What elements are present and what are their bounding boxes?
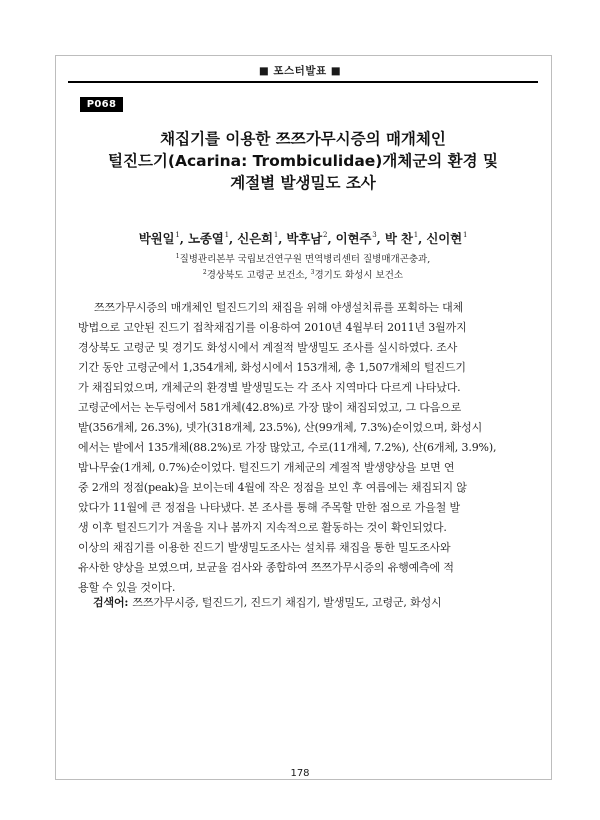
title-line: 털진드기(Acarina: Trombiculidae)개체군의 환경 및 bbox=[108, 152, 498, 170]
author-list: 박원일$^1$, 노종열$^1$, 신은희$^1$, 박후남$^2$, 이현주$^3$, 박 찬$^1$, 신이현$^1$ bbox=[138, 231, 468, 246]
abstract-line: 기간 동안 고령군에서 1,354개체, 화성시에서 153개체, 총 1,507개체의 털진드기 bbox=[78, 361, 466, 374]
author: 신은희$^1$ bbox=[237, 231, 279, 246]
title-line: 계절별 발생밀도 조사 bbox=[230, 174, 376, 192]
header-rule bbox=[68, 81, 538, 83]
author: 박후남$^2$ bbox=[286, 231, 328, 246]
keywords bbox=[93, 594, 533, 610]
abstract-line: 에서는 밭에서 135개체(88.2%)로 가장 많았고, 수로(11개체, 7.2%), 산(6개체, 3.9%), bbox=[78, 441, 497, 454]
abstract-line: 고령군에서는 논두렁에서 581개체(42.8%)로 가장 많이 채집되었고, 그 다음으로 bbox=[78, 401, 462, 414]
author: 이현주$^3$ bbox=[335, 231, 377, 246]
author: 노종열$^1$ bbox=[187, 231, 229, 246]
abstract-line: 가 채집되었으며, 개체군의 환경별 발생밀도는 각 조사 지역마다 다르게 나타났다. bbox=[78, 381, 461, 394]
poster-code-badge: P068 bbox=[80, 97, 123, 112]
author: 박원일$^1$ bbox=[138, 231, 180, 246]
abstract-line: 용할 수 있을 것이다. bbox=[78, 581, 176, 594]
abstract-line: 쯔쯔가무시증의 매개체인 털진드기의 채집을 위해 야생설치류를 포획하는 대체 bbox=[94, 301, 464, 314]
section-label: ■ 포스터발표 ■ bbox=[258, 65, 342, 77]
affiliation: $^2$경상북도 고령군 보건소, $^3$경기도 화성시 보건소 bbox=[202, 269, 404, 281]
abstract-line: 유사한 양상을 보였으며, 보균율 검사와 종합하여 쯔쯔가무시증의 유행예측에 적 bbox=[78, 561, 454, 574]
abstract-line: 밤나무숲(1개체, 0.7%)순이었다. 털진드기 개체군의 계절적 발생양상을 보면 연 bbox=[78, 461, 455, 474]
abstract-line: 았다가 11월에 큰 정점을 나타냈다. 본 조사를 통해 주목할 만한 점으로 가을철 발 bbox=[78, 501, 460, 514]
abstract-line: 경상북도 고령군 및 경기도 화성시에서 계절적 발생밀도 조사를 실시하였다. 조사 bbox=[78, 341, 458, 354]
page-number: 178 bbox=[290, 768, 310, 779]
abstract-line: 중 2개의 정점(peak)을 보이는데 4월에 작은 정점을 보인 후 여름에는 채집되지 않 bbox=[78, 481, 467, 494]
abstract-body bbox=[78, 298, 528, 598]
abstract-line: 밭(356개체, 26.3%), 넷가(318개체, 23.5%), 산(99개체, 7.3%)순이었으며, 화성시 bbox=[78, 421, 483, 434]
abstract-line: 이상의 채집기를 이용한 진드기 발생밀도조사는 설치류 채집을 통한 밀도조사와 bbox=[78, 541, 451, 554]
abstract-line: 생 이후 털진드기가 겨울을 지나 봄까지 지속적으로 활동하는 것이 확인되었다. bbox=[78, 521, 447, 534]
title-line: 채집기를 이용한 쯔쯔가무시증의 매개체인 bbox=[160, 130, 446, 148]
author: 신이현$^1$ bbox=[426, 231, 468, 246]
keywords-text: 쯔쯔가무시증, 털진드기, 진드기 채집기, 발생밀도, 고령군, 화성시 bbox=[132, 596, 442, 609]
paper-title bbox=[70, 128, 536, 194]
affiliation: $^1$질병관리본부 국립보건연구원 면역병리센터 질병매개곤충과, bbox=[175, 253, 431, 265]
author: 박 찬$^1$ bbox=[384, 231, 419, 246]
abstract-line: 방법으로 고안된 진드기 접착채집기를 이용하여 2010년 4월부터 2011년 3월까지 bbox=[78, 321, 467, 334]
affiliations bbox=[70, 250, 536, 282]
keywords-label: 검색어: bbox=[93, 596, 129, 609]
